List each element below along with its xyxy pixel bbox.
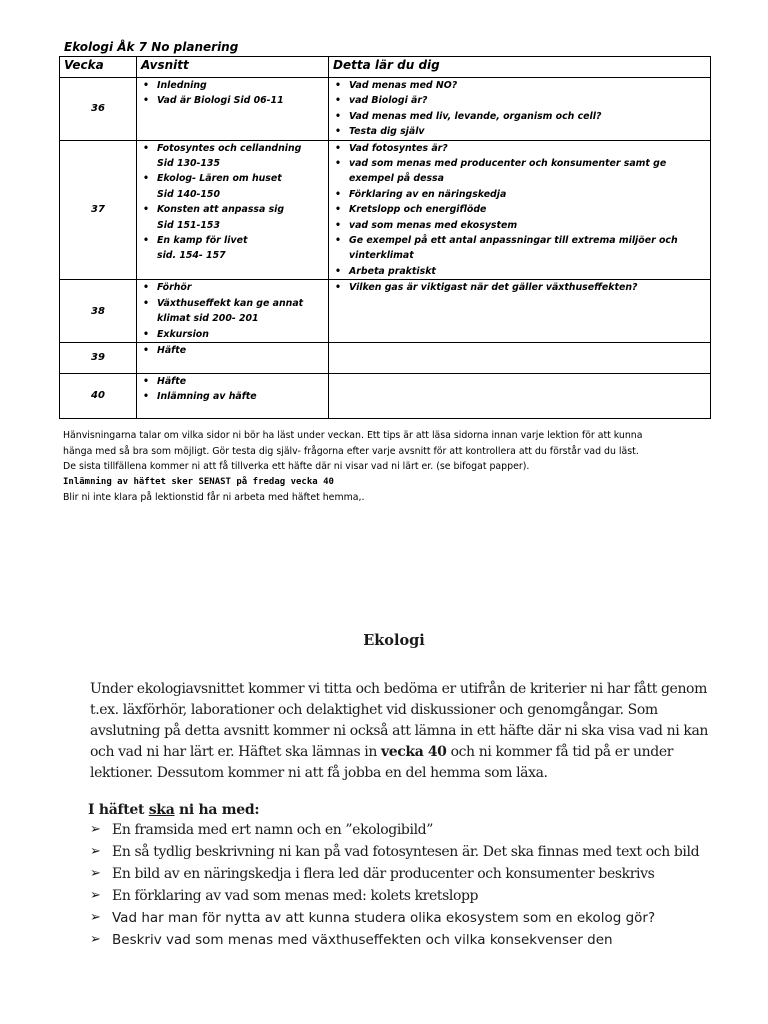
list-item: • Vad är Biologi Sid 06-11 — [157, 93, 328, 108]
deadline-note: Inlämning av häftet sker SENAST på fredag vecka 40 — [63, 476, 334, 487]
list-item-text: Vad har man för nytta av att kunna studera olika ekosystem som en ekolog gör? — [112, 910, 656, 926]
list-item: • vad som menas med producenter och konsumenter samt ge exempel på dessa — [349, 156, 710, 187]
instructions-notes — [63, 428, 713, 506]
week-cell: 40 — [60, 373, 137, 418]
notes-line: hänga med så bra som möjligt. Gör testa dig själv- frågorna efter varje avsnitt för att kontrollera att du förstår vad du läst. — [63, 445, 639, 457]
list-item: • Inledning — [157, 78, 328, 93]
list-item-text: Beskriv vad som menas med växthuseffekten och vilka konsekvenser den — [112, 932, 613, 948]
avsnitt-cell — [137, 140, 329, 280]
list-item-text: En förklaring av vad som menas med: kolets kretslopp — [112, 888, 479, 904]
requirements-heading — [88, 802, 710, 818]
heading-text: ni ha med: — [174, 802, 260, 818]
arrow-bullet-icon: ➢ — [90, 822, 101, 837]
avsnitt-cell — [137, 342, 329, 373]
paragraph-text: Under ekologiavsnittet kommer vi titta och bedöma er utifrån de kriterier ni har fått genom t.ex. läxförhör, laborationer och delaktighet vid diskussioner och genomgångar. Som avslutning på detta avsnitt kommer ni också att lämna in ett häfte där ni ska visa vad ni kan och vad ni har lärt er. Häftet ska lämnas in — [90, 681, 709, 760]
list-item: • Vilken gas är viktigast när det gäller växthuseffekten? — [349, 280, 710, 295]
arrow-bullet-icon: ➢ — [90, 888, 101, 903]
list-item — [90, 820, 710, 840]
list-item: • Ekolog- Lären om huset Sid 140-150 — [157, 171, 328, 202]
deadline-week: vecka 40 — [381, 744, 447, 760]
table-row — [60, 373, 711, 418]
list-item — [90, 842, 710, 862]
learn-cell — [329, 280, 711, 343]
learn-cell — [329, 78, 711, 141]
table-row — [60, 342, 711, 373]
learn-cell — [329, 342, 711, 373]
paragraph-text: och ni kommer få tid på er under lektioner. Dessutom kommer ni att få jobba en del hemma som läxa. — [90, 744, 674, 781]
column-header-avsnitt: Avsnitt — [137, 57, 329, 78]
section-title: Ekologi — [363, 632, 425, 649]
notes-line: De sista tillfällena kommer ni att få tillverka ett häfte där ni visar vad ni lärt er. (se bifogat papper). — [63, 461, 530, 472]
list-item: • Häfte — [157, 374, 328, 389]
table-row — [60, 140, 711, 280]
arrow-bullet-icon: ➢ — [90, 844, 101, 859]
list-item: • Vad menas med NO? — [349, 78, 710, 93]
page-title: Ekologi Åk 7 No planering — [64, 40, 239, 54]
heading-text: I häftet — [88, 802, 149, 818]
week-cell: 39 — [60, 342, 137, 373]
list-item: • Växthuseffekt kan ge annat klimat sid 200- 201 — [157, 296, 328, 327]
arrow-bullet-icon: ➢ — [90, 866, 101, 881]
ekologi-section — [90, 632, 710, 952]
avsnitt-cell — [137, 280, 329, 343]
arrow-bullet-icon: ➢ — [90, 932, 101, 947]
notes-line: Blir ni inte klara på lektionstid får ni arbeta med häftet hemma,. — [63, 492, 365, 503]
week-cell: 37 — [60, 140, 137, 280]
list-item: • Testa dig själv — [349, 124, 710, 139]
list-item: • Konsten att anpassa sig Sid 151-153 — [157, 202, 328, 233]
heading-underlined: ska — [148, 802, 175, 818]
learn-cell — [329, 140, 711, 280]
list-item — [90, 886, 710, 906]
list-item-text: En så tydlig beskrivning ni kan på vad fotosyntesen är. Det ska finnas med text och bild — [112, 844, 700, 860]
table-row — [60, 280, 711, 343]
avsnitt-cell — [137, 78, 329, 141]
list-item: • Vad menas med liv, levande, organism och cell? — [349, 109, 710, 124]
list-item: • Förklaring av en näringskedja — [349, 187, 710, 202]
list-item: • Ge exempel på ett antal anpassningar till extrema miljöer och vinterklimat — [349, 233, 710, 264]
list-item: • Inlämning av häfte — [157, 389, 328, 404]
table-row — [60, 78, 711, 141]
week-cell: 38 — [60, 280, 137, 343]
list-item: • En kamp för livet sid. 154- 157 — [157, 233, 328, 264]
list-item: • vad som menas med ekosystem — [349, 218, 710, 233]
list-item-text: En framsida med ert namn och en ”ekologibild” — [112, 822, 433, 838]
list-item: • Fotosyntes och cellandning Sid 130-135 — [157, 141, 328, 172]
table-header-row — [60, 57, 711, 78]
list-item — [90, 908, 710, 928]
requirements-list — [90, 820, 710, 950]
list-item: • vad Biologi är? — [349, 93, 710, 108]
learn-cell — [329, 373, 711, 418]
list-item: • Häfte — [157, 343, 328, 358]
planning-table — [59, 56, 711, 419]
avsnitt-cell — [137, 373, 329, 418]
column-header-learn: Detta lär du dig — [329, 57, 711, 78]
intro-paragraph — [90, 679, 710, 784]
arrow-bullet-icon: ➢ — [90, 910, 101, 925]
list-item — [90, 864, 710, 884]
list-item: • Förhör — [157, 280, 328, 295]
list-item — [90, 930, 710, 950]
list-item: • Kretslopp och energiflöde — [349, 202, 710, 217]
list-item: • Arbeta praktiskt — [349, 264, 710, 279]
week-cell: 36 — [60, 78, 137, 141]
list-item: • Vad fotosyntes är? — [349, 141, 710, 156]
list-item: • Exkursion — [157, 327, 328, 342]
notes-line: Hänvisningarna talar om vilka sidor ni bör ha läst under veckan. Ett tips är att läsa sidorna innan varje lektion för att kunna — [63, 430, 643, 441]
column-header-vecka: Vecka — [60, 57, 137, 78]
list-item-text: En bild av en näringskedja i flera led där producenter och konsumenter beskrivs — [112, 866, 655, 882]
